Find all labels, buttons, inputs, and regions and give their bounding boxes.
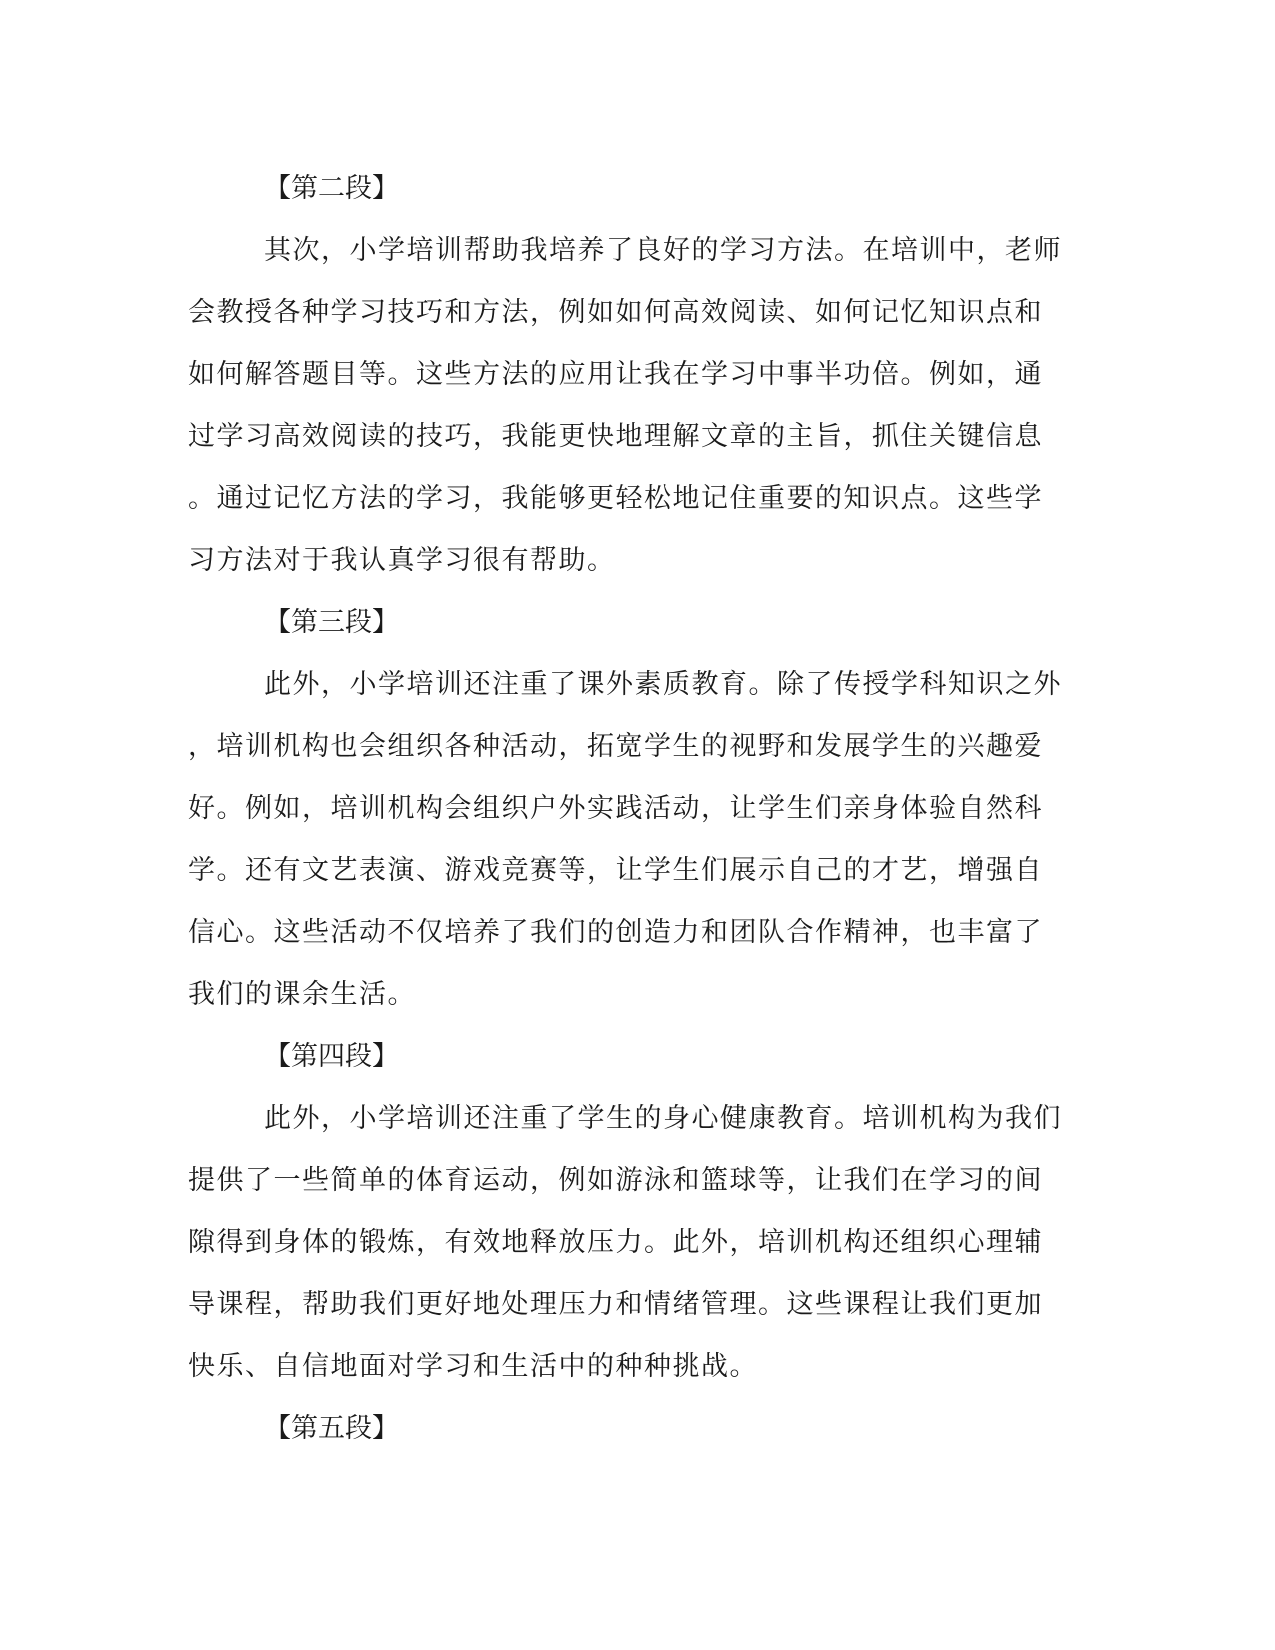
- section-heading: 【第五段】: [264, 1413, 399, 1444]
- paragraph-line: 会教授各种学习技巧和方法，例如如何高效阅读、如何记忆知识点和: [188, 297, 1043, 328]
- paragraph-line: 。通过记忆方法的学习，我能够更轻松地记住重要的知识点。这些学: [188, 483, 1043, 514]
- paragraph-line: 学。还有文艺表演、游戏竞赛等，让学生们展示自己的才艺，增强自: [188, 855, 1043, 886]
- paragraph-line: 导课程，帮助我们更好地处理压力和情绪管理。这些课程让我们更加: [188, 1289, 1043, 1320]
- text-column: [188, 158, 1078, 1460]
- section-heading: 【第二段】: [264, 173, 399, 204]
- paragraph-line: 习方法对于我认真学习很有帮助。: [188, 545, 616, 576]
- section-heading: 【第三段】: [264, 607, 399, 638]
- paragraph-line: 过学习高效阅读的技巧，我能更快地理解文章的主旨，抓住关键信息: [188, 421, 1043, 452]
- paragraph-line: 此外，小学培训还注重了学生的身心健康教育。培训机构为我们: [264, 1103, 1062, 1134]
- paragraph-line: 如何解答题目等。这些方法的应用让我在学习中事半功倍。例如，通: [188, 359, 1043, 390]
- paragraph-line: 快乐、自信地面对学习和生活中的种种挑战。: [188, 1351, 758, 1382]
- paragraph-line: 其次，小学培训帮助我培养了良好的学习方法。在培训中，老师: [264, 235, 1062, 266]
- paragraph-line: 好。例如，培训机构会组织户外实践活动，让学生们亲身体验自然科: [188, 793, 1043, 824]
- paragraph-line: 提供了一些简单的体育运动，例如游泳和篮球等，让我们在学习的间: [188, 1165, 1043, 1196]
- section-heading: 【第四段】: [264, 1041, 399, 1072]
- paragraph-line: 信心。这些活动不仅培养了我们的创造力和团队合作精神，也丰富了: [188, 917, 1043, 948]
- paragraph-line: 隙得到身体的锻炼，有效地释放压力。此外，培训机构还组织心理辅: [188, 1227, 1043, 1258]
- paragraph-line: 我们的课余生活。: [188, 979, 416, 1010]
- paragraph-line: 此外，小学培训还注重了课外素质教育。除了传授学科知识之外: [264, 669, 1062, 700]
- paragraph-line: ，培训机构也会组织各种活动，拓宽学生的视野和发展学生的兴趣爱: [188, 731, 1043, 762]
